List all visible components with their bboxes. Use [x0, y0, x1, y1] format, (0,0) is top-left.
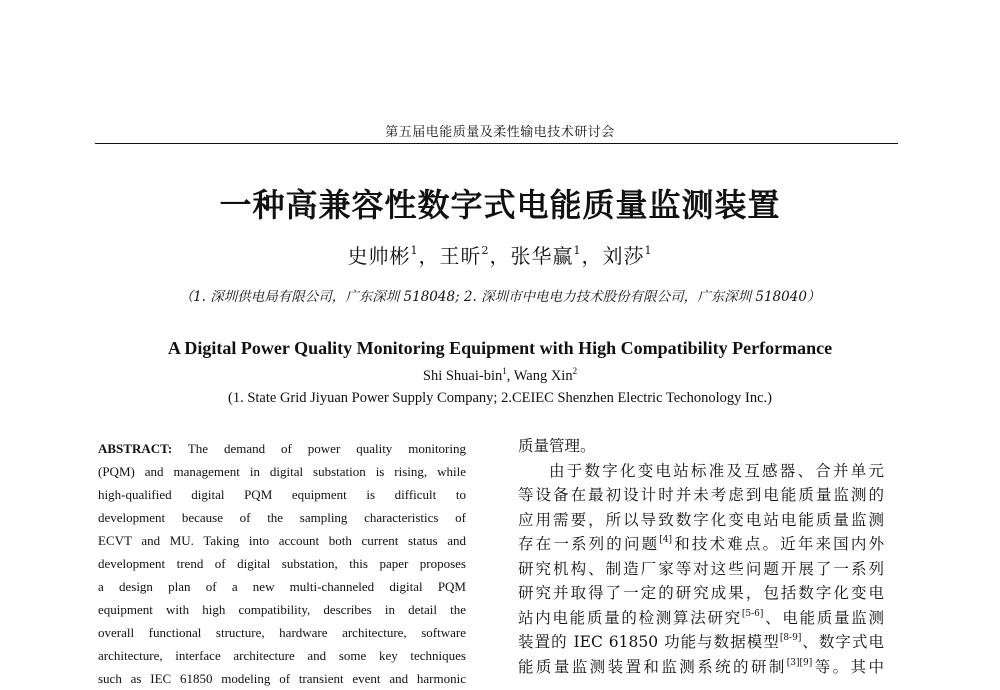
body-text: 质量管理。 [518, 437, 596, 455]
body-line [518, 606, 884, 631]
abstract-text: development trend of digital substation, this paper proposes [98, 556, 466, 571]
body-line [518, 532, 884, 557]
abstract-label: ABSTRACT: [98, 441, 173, 456]
body-text: 能质量监测装置和监测系统的研制 [518, 657, 787, 676]
body-line [518, 434, 884, 459]
citation-ref: [3][9] [786, 657, 813, 668]
author-affil-mark: 2 [572, 366, 578, 376]
body-text: 应用需要，所以导致数字化变电站电能质量监测 [518, 510, 884, 529]
abstract-text: such as IEC 61850 modeling of transient event and harmonic [98, 671, 466, 686]
author-separator: ， [581, 244, 603, 268]
body-text-column [518, 434, 884, 679]
abstract-line [98, 667, 466, 690]
body-line [518, 483, 884, 508]
abstract-line [98, 460, 466, 483]
body-text: 等。其中 [812, 657, 884, 676]
abstract-text: (PQM) and management in digital substation is rising, while [98, 464, 466, 479]
abstract-line [98, 644, 466, 667]
author-name: 王昕 [439, 244, 482, 268]
abstract-text: The demand of power quality monitoring [172, 441, 466, 456]
affiliation-en: (1. State Grid Jiyuan Power Supply Company; 2.CEIEC Shenzhen Electric Techonology Inc.) [228, 390, 772, 406]
running-header: 第五届电能质量及柔性输电技术研讨会 [385, 125, 615, 140]
abstract-line [98, 621, 466, 644]
abstract-text: architecture, interface architecture and some key techniques [98, 648, 466, 663]
author-name: Wang Xin [513, 368, 573, 384]
body-line [518, 557, 884, 582]
abstract-text: development because of the sampling characteristics of [98, 510, 466, 525]
body-text: 站内电能质量的检测算法研究 [518, 608, 742, 627]
abstract-text: high-qualified digital PQM equipment is difficult to [98, 487, 466, 502]
body-text: 研究并取得了一定的研究成果，包括数字化变电 [518, 584, 884, 602]
citation-ref: [4] [659, 535, 673, 545]
paper-title-en: A Digital Power Quality Monitoring Equipment with High Compatibility Performance [167, 338, 833, 358]
author-affil-mark: 1 [410, 244, 419, 257]
body-text: 存在一系列的问题 [518, 535, 660, 553]
body-line [518, 655, 884, 680]
abstract-line [98, 506, 466, 529]
paper-title-cn: 一种高兼容性数字式电能质量监测装置 [219, 186, 781, 224]
author-name: 刘莎 [602, 244, 645, 268]
abstract-line [98, 575, 466, 598]
author-list-en [0, 366, 1000, 385]
body-line [518, 508, 884, 533]
body-text: 、数字式电 [801, 633, 884, 651]
body-text: 由于数字化变电站标准及互感器、合并单元 [549, 461, 884, 480]
citation-ref: [8-9] [779, 633, 802, 643]
body-line [518, 581, 884, 606]
author-affil-mark: 2 [481, 244, 490, 257]
affiliation-cn: （1. 深圳供电局有限公司，广东深圳 518048; 2. 深圳市中电电力技术股份有限公司，广东深圳 518040） [179, 289, 821, 305]
citation-ref: [5-6] [741, 608, 764, 619]
body-line [518, 630, 884, 655]
abstract-line [98, 552, 466, 575]
body-line [518, 459, 884, 484]
body-text: 研究机构、制造厂家等对这些问题开展了一系列 [518, 559, 884, 578]
author-separator: ， [489, 244, 511, 268]
abstract-text: ECVT and MU. Taking into account both current status and [98, 533, 466, 548]
author-name: 史帅彬 [347, 244, 411, 268]
author-separator: , [506, 368, 514, 384]
abstract-line [98, 483, 466, 506]
author-affil-mark: 1 [573, 244, 582, 257]
author-affil-mark: 1 [644, 244, 653, 257]
body-text: 等设备在最初设计时并未考虑到电能质量监测的 [518, 486, 884, 504]
body-text: 装置的 IEC 61850 功能与数据模型 [518, 633, 780, 651]
abstract-text: a design plan of a new multi-channeled digital PQM [98, 579, 466, 594]
author-name: 张华赢 [510, 244, 574, 268]
abstract-column [98, 437, 466, 690]
author-name: Shi Shuai-bin [422, 368, 503, 384]
author-affil-mark: 1 [502, 366, 507, 376]
header-rule [95, 143, 898, 144]
author-separator: ， [418, 244, 440, 268]
abstract-line [98, 598, 466, 621]
author-list-cn [0, 240, 1000, 269]
abstract-text: equipment with high compatibility, describes in detail the [98, 602, 466, 617]
body-text: 、电能质量监测 [763, 608, 884, 627]
abstract-line [98, 529, 466, 552]
abstract-line [98, 437, 466, 460]
body-text: 和技术难点。近年来国内外 [672, 535, 884, 553]
abstract-text: overall functional structure, hardware architecture, software [98, 625, 466, 640]
